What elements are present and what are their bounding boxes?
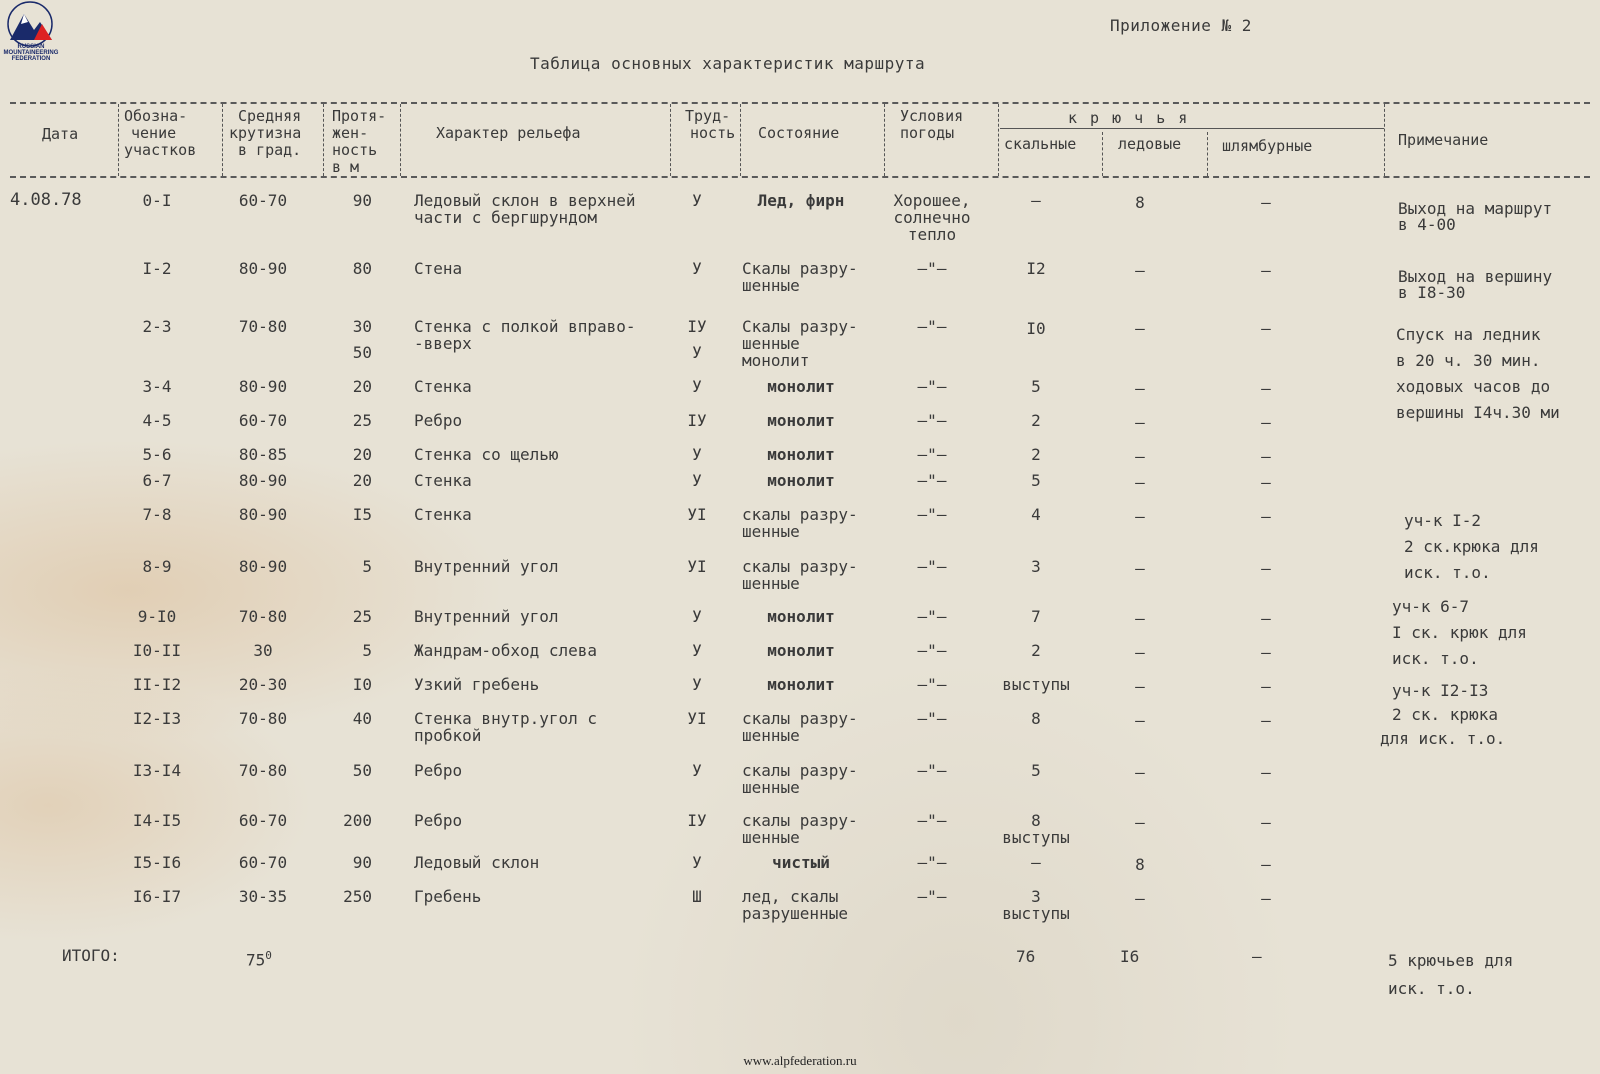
row-bolt-pitons: – xyxy=(1261,473,1271,492)
row-length: 200 xyxy=(343,811,372,830)
row-ice-pitons: 8 xyxy=(1135,855,1145,874)
row-length: 50 xyxy=(352,761,372,780)
note-line: 2 ск. крюка xyxy=(1392,705,1498,724)
header-pitons: к р ю ч ь я xyxy=(1068,109,1190,127)
row-rock-pitons: – xyxy=(1031,853,1041,872)
header-weather-1: Условия xyxy=(900,107,964,125)
row-steepness: 30 xyxy=(253,641,273,660)
header-length-3: ность xyxy=(332,141,378,159)
note-line: Спуск на ледник xyxy=(1396,325,1541,344)
row-condition: Скалы разру- xyxy=(742,317,858,336)
row-weather: солнечно xyxy=(893,208,971,227)
col-sep xyxy=(118,104,119,176)
pitons-underline xyxy=(1000,128,1384,129)
header-steep-2: крутизна xyxy=(229,124,302,142)
row-length: 20 xyxy=(352,377,372,396)
header-relief: Характер рельефа xyxy=(436,124,581,142)
col-sep xyxy=(400,104,401,176)
row-bolt-pitons: – xyxy=(1261,193,1271,212)
header-difficulty-1: Труд- xyxy=(685,107,731,125)
total-bolt: – xyxy=(1252,947,1262,966)
row-ice-pitons: – xyxy=(1135,643,1145,662)
row-difficulty: У xyxy=(692,607,702,626)
row-relief: Стенка со щелью xyxy=(414,445,559,464)
row-length: 40 xyxy=(352,709,372,728)
total-ice: I6 xyxy=(1120,947,1140,966)
total-label: ИТОГО: xyxy=(62,946,120,965)
row-difficulty: У xyxy=(692,675,702,694)
row-condition: монолит xyxy=(767,471,835,490)
row-segment: 3-4 xyxy=(142,377,172,396)
page-title: Таблица основных характеристик маршрута xyxy=(530,54,926,73)
row-steepness: 70-80 xyxy=(238,317,288,336)
row-condition: чистый xyxy=(772,853,830,872)
row-weather: –"– xyxy=(917,259,947,278)
row-segment: 5-6 xyxy=(142,445,172,464)
note-line: для иск. т.о. xyxy=(1380,729,1506,748)
row-relief: Внутренний угол xyxy=(414,607,559,626)
row-length: 20 xyxy=(352,445,372,464)
row-rock-pitons: 5 xyxy=(1031,377,1041,396)
col-sep xyxy=(1102,132,1103,176)
row-condition: разрушенные xyxy=(742,904,848,923)
row-difficulty: У xyxy=(692,445,702,464)
header-length-4: в м xyxy=(332,158,360,176)
col-sep xyxy=(884,104,885,176)
note-line: 2 ск.крюка для xyxy=(1404,537,1539,556)
row-condition: Скалы разру- xyxy=(742,259,858,278)
row-relief: Стена xyxy=(414,259,463,278)
header-steep-1: Средняя xyxy=(238,107,302,125)
logo-text: RUSSIAN MOUNTAINEERING FEDERATION xyxy=(3,44,59,62)
row-length: 5 xyxy=(362,557,372,576)
row-condition: шенные xyxy=(742,276,800,295)
row-ice-pitons: – xyxy=(1135,473,1145,492)
row-bolt-pitons: – xyxy=(1261,711,1271,730)
row-relief: части с бергшрундом xyxy=(414,208,598,227)
row-length: 90 xyxy=(352,191,372,210)
row-ice-pitons: – xyxy=(1135,413,1145,432)
note-line: уч-к I-2 xyxy=(1404,511,1482,530)
row-ice-pitons: 8 xyxy=(1135,193,1145,212)
row-weather: –"– xyxy=(917,709,947,728)
row-steepness: 70-80 xyxy=(238,709,288,728)
row-rock-pitons: 2 xyxy=(1031,445,1041,464)
row-relief: Ребро xyxy=(414,761,463,780)
row-bolt-pitons: – xyxy=(1261,379,1271,398)
row-rock-pitons: 3 xyxy=(1031,887,1041,906)
row-condition: шенные xyxy=(742,574,800,593)
row-condition: скалы разру- xyxy=(742,557,858,576)
row-ice-pitons: – xyxy=(1135,813,1145,832)
row-relief: Стенка с полкой вправо- xyxy=(414,317,636,336)
row-date: 4.08.78 xyxy=(10,190,82,210)
row-segment: 4-5 xyxy=(142,411,172,430)
row-steepness: 80-90 xyxy=(238,471,288,490)
row-relief: Стенка внутр.угол с xyxy=(414,709,598,728)
row-ice-pitons: – xyxy=(1135,379,1145,398)
row-bolt-pitons: – xyxy=(1261,609,1271,628)
row-condition: скалы разру- xyxy=(742,709,858,728)
row-segment: 0-I xyxy=(142,191,172,210)
row-segment: I5-I6 xyxy=(132,853,182,872)
row-relief: пробкой xyxy=(414,726,482,745)
row-length: 90 xyxy=(352,853,372,872)
note-line: Выход на маршрут xyxy=(1398,199,1553,218)
row-condition: монолит xyxy=(767,607,835,626)
row-segment: I4-I5 xyxy=(132,811,182,830)
row-bolt-pitons: – xyxy=(1261,447,1271,466)
row-rock-pitons: 8 xyxy=(1031,811,1041,830)
row-steepness: 80-85 xyxy=(238,445,288,464)
row-steepness: 80-90 xyxy=(238,377,288,396)
footer-url: www.alpfederation.ru xyxy=(743,1053,857,1068)
row-condition: монолит xyxy=(742,351,810,370)
row-difficulty: У xyxy=(692,377,702,396)
row-steepness: 80-90 xyxy=(238,259,288,278)
row-relief: Ледовый склон в верхней xyxy=(414,191,636,210)
row-weather: –"– xyxy=(917,761,947,780)
row-steepness: 60-70 xyxy=(238,191,288,210)
row-difficulty: У xyxy=(692,191,702,210)
row-difficulty: У xyxy=(692,853,702,872)
row-condition: монолит xyxy=(767,411,835,430)
row-bolt-pitons: – xyxy=(1261,507,1271,526)
row-condition: скалы разру- xyxy=(742,811,858,830)
row-condition: скалы разру- xyxy=(742,761,858,780)
row-difficulty: УI xyxy=(687,557,707,576)
row-ice-pitons: – xyxy=(1135,447,1145,466)
row-difficulty: IУ xyxy=(687,317,707,336)
row-segment: II-I2 xyxy=(132,675,182,694)
header-segment-1: Обозна- xyxy=(124,107,188,125)
row-length: 250 xyxy=(343,887,372,906)
header-difficulty-2: ность xyxy=(690,124,736,142)
row-weather: –"– xyxy=(917,317,947,336)
col-sep xyxy=(998,104,999,176)
header-segment-3: участков xyxy=(124,141,197,159)
total-steepness xyxy=(246,947,272,968)
row-bolt-pitons: – xyxy=(1261,677,1271,696)
header-bolt: шлямбурные xyxy=(1222,137,1313,155)
row-weather: –"– xyxy=(917,445,947,464)
row-weather: тепло xyxy=(907,225,957,244)
header-bottom-rule xyxy=(10,176,1590,178)
row-segment: I-2 xyxy=(142,259,172,278)
row-relief: Узкий гребень xyxy=(414,675,540,694)
row-length: 25 xyxy=(352,411,372,430)
total-rock: 76 xyxy=(1016,947,1036,966)
row-bolt-pitons: – xyxy=(1261,763,1271,782)
header-rock: скальные xyxy=(1004,135,1077,153)
row-condition: шенные xyxy=(742,334,800,353)
row-ice-pitons: – xyxy=(1135,319,1145,338)
row-ice-pitons: – xyxy=(1135,711,1145,730)
row-weather: –"– xyxy=(917,377,947,396)
row-rock-pitons: 2 xyxy=(1031,411,1041,430)
federation-logo xyxy=(0,0,62,62)
row-difficulty: У xyxy=(692,641,702,660)
row-difficulty-2: У xyxy=(692,343,702,362)
row-rock-pitons: 5 xyxy=(1031,761,1041,780)
row-rock-pitons-2: выступы xyxy=(1002,904,1070,923)
row-steepness: 80-90 xyxy=(238,505,288,524)
row-steepness: 20-30 xyxy=(238,675,288,694)
row-length: 30 xyxy=(352,317,372,336)
row-condition: шенные xyxy=(742,828,800,847)
col-sep xyxy=(670,104,671,176)
header-top-rule xyxy=(10,102,1590,104)
row-steepness: 70-80 xyxy=(238,761,288,780)
row-steepness: 30-35 xyxy=(238,887,288,906)
header-weather-2: погоды xyxy=(900,124,955,142)
note-line: Выход на вершину xyxy=(1398,267,1553,286)
row-rock-pitons: 5 xyxy=(1031,471,1041,490)
row-steepness: 80-90 xyxy=(238,557,288,576)
row-steepness: 70-80 xyxy=(238,607,288,626)
note-line: иск. т.о. xyxy=(1388,979,1475,998)
header-length-1: Протя- xyxy=(332,107,387,125)
row-difficulty: Ш xyxy=(692,887,702,906)
row-length: 80 xyxy=(352,259,372,278)
total-steepness-value: 75 xyxy=(246,950,266,970)
row-ice-pitons: – xyxy=(1135,507,1145,526)
row-steepness: 60-70 xyxy=(238,411,288,430)
row-weather: –"– xyxy=(917,471,947,490)
row-rock-pitons: I2 xyxy=(1026,259,1046,278)
row-condition: скалы разру- xyxy=(742,505,858,524)
row-bolt-pitons: – xyxy=(1261,559,1271,578)
row-condition: шенные xyxy=(742,778,800,797)
col-sep xyxy=(1207,132,1208,176)
row-condition: шенные xyxy=(742,726,800,745)
row-relief: Внутренний угол xyxy=(414,557,559,576)
row-ice-pitons: – xyxy=(1135,763,1145,782)
row-difficulty: УI xyxy=(687,709,707,728)
note-line: I ск. крюк для xyxy=(1392,623,1527,642)
row-condition: лед, скалы xyxy=(742,887,839,906)
row-length-2: 50 xyxy=(352,343,372,362)
row-relief: Ребро xyxy=(414,811,463,830)
note-line: иск. т.о. xyxy=(1392,649,1479,668)
row-relief: Ледовый склон xyxy=(414,853,540,872)
row-bolt-pitons: – xyxy=(1261,261,1271,280)
row-difficulty: У xyxy=(692,471,702,490)
note-line: уч-к 6-7 xyxy=(1392,597,1470,616)
row-segment: I6-I7 xyxy=(132,887,182,906)
row-relief: -вверх xyxy=(414,334,472,353)
row-weather: –"– xyxy=(917,853,947,872)
row-relief: Жандрам-обход слева xyxy=(414,641,598,660)
row-segment: 7-8 xyxy=(142,505,172,524)
header-date: Дата xyxy=(42,125,79,143)
row-rock-pitons: 4 xyxy=(1031,505,1041,524)
note-line: вершины I4ч.30 ми xyxy=(1396,403,1560,422)
row-bolt-pitons: – xyxy=(1261,855,1271,874)
row-bolt-pitons: – xyxy=(1261,813,1271,832)
row-difficulty: IУ xyxy=(687,811,707,830)
row-ice-pitons: – xyxy=(1135,677,1145,696)
note-line: уч-к I2-I3 xyxy=(1392,681,1489,700)
row-weather: –"– xyxy=(917,557,947,576)
row-rock-pitons: I0 xyxy=(1026,319,1046,338)
row-length: 25 xyxy=(352,607,372,626)
row-ice-pitons: – xyxy=(1135,261,1145,280)
row-steepness: 60-70 xyxy=(238,811,288,830)
row-rock-pitons-2: выступы xyxy=(1002,828,1070,847)
note-line: в 4-00 xyxy=(1398,215,1456,234)
row-bolt-pitons: – xyxy=(1261,413,1271,432)
row-segment: 9-I0 xyxy=(137,607,177,626)
row-relief: Гребень xyxy=(414,887,482,906)
row-relief: Стенка xyxy=(414,471,472,490)
header-steep-3: в град. xyxy=(238,141,302,159)
row-segment: I3-I4 xyxy=(132,761,182,780)
row-rock-pitons: выступы xyxy=(1002,675,1070,694)
total-steepness-degree: 0 xyxy=(265,949,272,962)
row-segment: I0-II xyxy=(132,641,182,660)
col-sep xyxy=(222,104,223,176)
row-weather: –"– xyxy=(917,887,947,906)
row-segment: 2-3 xyxy=(142,317,172,336)
row-length: I0 xyxy=(352,675,372,694)
header-ice: ледовые xyxy=(1118,135,1182,153)
header-length-2: жен- xyxy=(332,124,369,142)
row-length: I5 xyxy=(352,505,372,524)
row-segment: I2-I3 xyxy=(132,709,182,728)
row-relief: Стенка xyxy=(414,377,472,396)
row-segment: 8-9 xyxy=(142,557,172,576)
row-weather: –"– xyxy=(917,505,947,524)
note-line: в 20 ч. 30 мин. xyxy=(1396,351,1541,370)
row-difficulty: У xyxy=(692,259,702,278)
row-condition: шенные xyxy=(742,522,800,541)
row-rock-pitons: 2 xyxy=(1031,641,1041,660)
row-rock-pitons: – xyxy=(1031,191,1041,210)
note-line: 5 крючьев для xyxy=(1388,951,1514,970)
row-relief: Стенка xyxy=(414,505,472,524)
note-line: иск. т.о. xyxy=(1404,563,1491,582)
note-line: ходовых часов до xyxy=(1396,377,1551,396)
row-segment: 6-7 xyxy=(142,471,172,490)
row-weather: –"– xyxy=(917,675,947,694)
col-sep xyxy=(740,104,741,176)
row-rock-pitons: 8 xyxy=(1031,709,1041,728)
row-bolt-pitons: – xyxy=(1261,889,1271,908)
row-weather: –"– xyxy=(917,641,947,660)
row-weather: –"– xyxy=(917,411,947,430)
row-ice-pitons: – xyxy=(1135,609,1145,628)
row-condition: монолит xyxy=(767,641,835,660)
header-condition: Состояние xyxy=(758,124,840,142)
row-weather: Хорошее, xyxy=(893,191,971,210)
row-relief: Ребро xyxy=(414,411,463,430)
note-line: в I8-30 xyxy=(1398,283,1466,302)
col-sep xyxy=(323,104,324,176)
appendix-label: Приложение № 2 xyxy=(1110,16,1252,35)
row-difficulty: У xyxy=(692,761,702,780)
row-condition: Лед, фирн xyxy=(757,191,845,210)
header-segment-2: чение xyxy=(131,124,177,142)
row-rock-pitons: 3 xyxy=(1031,557,1041,576)
row-weather: –"– xyxy=(917,607,947,626)
row-rock-pitons: 7 xyxy=(1031,607,1041,626)
col-sep xyxy=(1384,104,1385,176)
row-bolt-pitons: – xyxy=(1261,319,1271,338)
row-weather: –"– xyxy=(917,811,947,830)
row-difficulty: IУ xyxy=(687,411,707,430)
row-length: 5 xyxy=(362,641,372,660)
row-length: 20 xyxy=(352,471,372,490)
row-bolt-pitons: – xyxy=(1261,643,1271,662)
row-condition: монолит xyxy=(767,445,835,464)
row-ice-pitons: – xyxy=(1135,889,1145,908)
row-ice-pitons: – xyxy=(1135,559,1145,578)
row-condition: монолит xyxy=(767,675,835,694)
header-note: Примечание xyxy=(1398,131,1489,149)
row-condition: монолит xyxy=(767,377,835,396)
row-steepness: 60-70 xyxy=(238,853,288,872)
row-difficulty: УI xyxy=(687,505,707,524)
